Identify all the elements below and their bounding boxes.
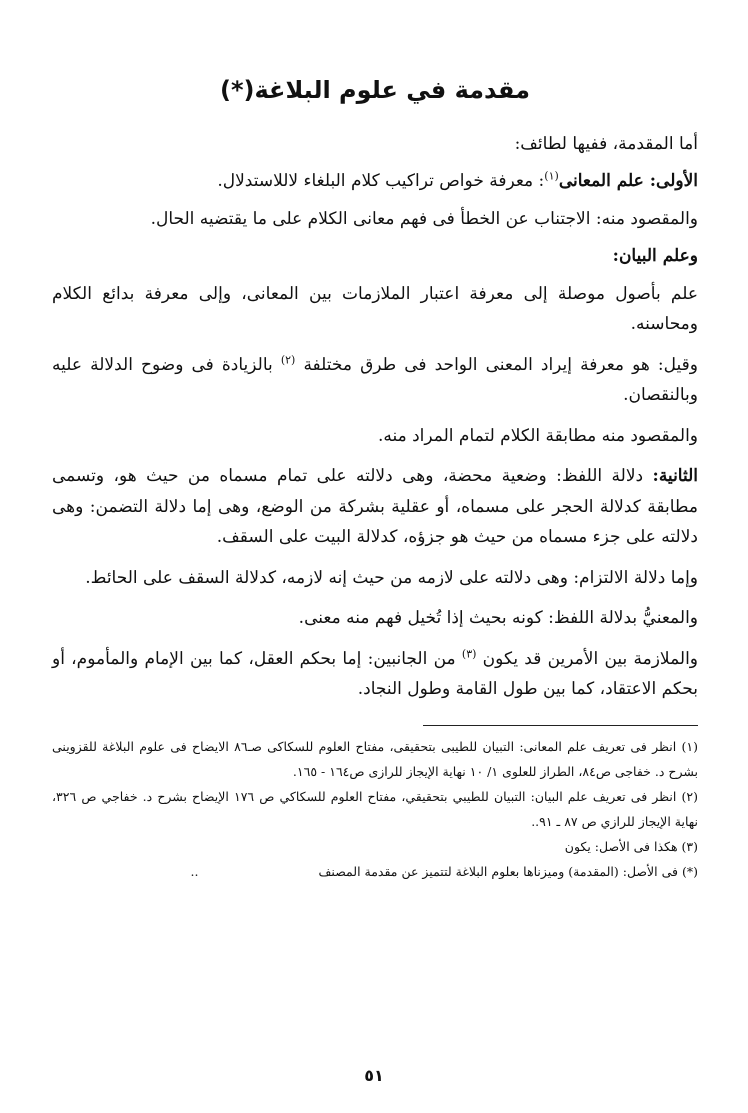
footnotes bbox=[52, 734, 698, 884]
bayan-alt-text-b: بالزيادة فى وضوح الدلالة عليه وبالنقصان. bbox=[52, 354, 698, 406]
bayan-alt-text-a: وقيل: هو معرفة إيراد المعنى الواحد فى طرق مختلفة bbox=[303, 354, 699, 375]
page-number: ٥١ bbox=[364, 1066, 384, 1085]
paragraph-iltizam: وإما دلالة الالتزام: وهى دلالته على لازمه من حيث إنه لازمه، كدلالة السقف على الحائط. bbox=[85, 567, 698, 588]
second-subtlety-label: الثانية: bbox=[652, 466, 699, 487]
footnote-ref-2[interactable]: (٢) bbox=[280, 353, 296, 367]
first-subtlety-text: : معرفة خواص تراكيب كلام البلغاء لاللاستدلال. bbox=[217, 171, 545, 192]
footnote-star bbox=[52, 859, 698, 884]
footnote-ref-1[interactable]: (١) bbox=[544, 169, 559, 183]
intro-paragraph: أما المقدمة، ففيها لطائف: bbox=[514, 133, 698, 154]
paragraph-maani-lafz: والمعنيُّ بدلالة اللفظ: كونه بحيث إذا تُخيل فهم منه معنى. bbox=[298, 608, 698, 629]
paragraph-bayan-alt-definition bbox=[52, 350, 698, 411]
mulazama-text-a: والملازمة بين الأمرين قد يكون bbox=[482, 648, 699, 669]
paragraph-bayan-definition: علم بأصول موصلة إلى معرفة اعتبار الملازمات بين المعانى، وإلى معرفة بدائع الكلام ومحاسنه. bbox=[52, 283, 698, 335]
first-subtlety-label: الأولى: علم المعانى bbox=[558, 171, 698, 192]
mulazama-text-b: من الجانبين: إما بحكم العقل، كما بين الإمام والمأموم، أو بحكم الاعتقاد، كما بين طول القامة وطول النجاد. bbox=[52, 648, 698, 700]
paragraph-first-subtlety bbox=[52, 166, 698, 197]
footnote-2: (٢) انظر فى تعريف علم البيان: التبيان للطيبي بتحقيقي، مفتاح العلوم للسكاكي ص ١٧٦ الإيضاح بشرح د. خفاجي ص ٣٢٦، نهاية الإيجاز للرازي ص ٨٧ ـ ٩١.. bbox=[52, 788, 698, 829]
footnote-dots: .. bbox=[190, 863, 199, 879]
footnote-ref-3[interactable]: (٣) bbox=[461, 647, 477, 661]
footnote-3: (٣) هكذا فى الأصل: يكون bbox=[564, 838, 698, 854]
paragraph-maani-purpose: والمقصود منه: الاجتناب عن الخطأ فى فهم معانى الكلام على ما يقتضيه الحال. bbox=[150, 208, 698, 229]
paragraph-second-subtlety bbox=[52, 461, 698, 553]
main-text bbox=[52, 129, 698, 705]
footnote-divider bbox=[423, 725, 698, 726]
paragraph-mulazama bbox=[52, 644, 698, 705]
footnote-star-text: (*) فى الأصل: (المقدمة) وميزناها بعلوم البلاغة لتتميز عن مقدمة المصنف bbox=[318, 863, 698, 879]
footnote-1: (١) انظر فى تعريف علم المعانى: التبيان للطيبى بتحقيقى، مفتاح العلوم للسكاكى صـ٨٦ الايضاح فى علوم البلاغة للقزوينى بشرح د. خفاجى ص٨٤، الطراز للعلوى ١/ ١٠ نهاية الإيجاز للرازى ص١٦٤ - ١٦٥. bbox=[52, 738, 698, 779]
page-title: مقدمة في علوم البلاغة(*) bbox=[220, 76, 530, 104]
heading-bayan: وعلم البيان: bbox=[612, 246, 698, 267]
second-subtlety-text: دلالة اللفظ: وضعية محضة، وهى دلالته على تمام مسماه من حيث هو، وتسمى مطابقة كدلالة الحجر على مسماه، أو عقلية بشركة من الوضع، وهى إما دلالة التضمن: وهى دلالته على جزء مسماه من حيث هو جزؤه، كدلالة البيت على السقف. bbox=[52, 466, 698, 548]
paragraph-bayan-purpose: والمقصود منه مطابقة الكلام لتمام المراد منه. bbox=[377, 425, 698, 446]
